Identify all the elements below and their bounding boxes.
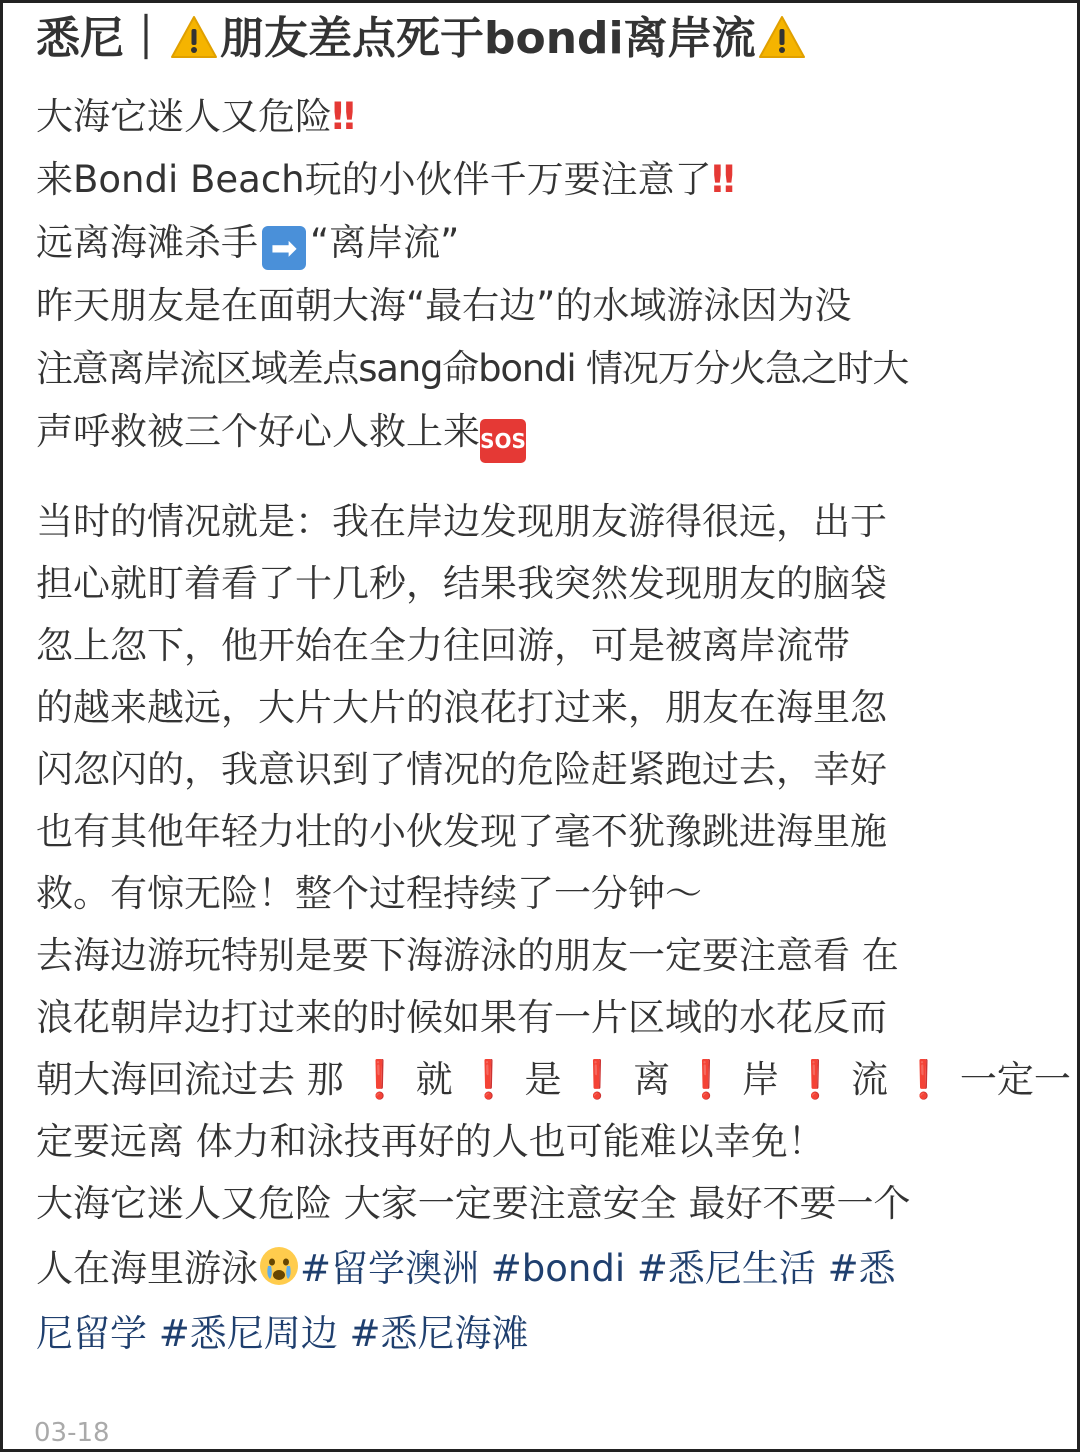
hashtag-link[interactable]: #悉尼海滩 xyxy=(349,1312,529,1355)
post-line xyxy=(36,497,887,547)
line-text: 大海它迷人又危险 xyxy=(36,95,332,138)
line-text: 远离海滩杀手 xyxy=(36,221,258,264)
post-line xyxy=(36,407,526,463)
post-title xyxy=(36,8,808,70)
post-line xyxy=(36,559,887,609)
post-line xyxy=(36,683,887,733)
hashtag-link[interactable]: #bondi xyxy=(490,1247,626,1290)
line-text: 就 xyxy=(415,1058,453,1101)
post-line xyxy=(36,931,899,981)
line-text: “离岸流” xyxy=(310,221,460,264)
line-text: 流 xyxy=(850,1058,888,1101)
line-text: 定要远离 体力和泳技再好的人也可能难以幸免！ xyxy=(36,1120,825,1163)
post-line xyxy=(36,621,850,671)
hashtag-link[interactable]: #悉 xyxy=(827,1247,896,1290)
post-line xyxy=(36,92,355,142)
line-text: 担心就盯着看了十几秒，结果我突然发现朋友的脑袋 xyxy=(36,562,887,605)
exclamation-icon: ❗ xyxy=(561,1058,634,1101)
warning-icon xyxy=(170,15,218,59)
post-line xyxy=(36,807,887,857)
post-line xyxy=(36,993,887,1043)
line-text: 的越来越远，大片大片的浪花打过来，朋友在海里忽 xyxy=(36,686,887,729)
line-text: 昨天朋友是在面朝大海“最右边”的水域游泳因为没 xyxy=(36,284,852,327)
sos-icon: SOS xyxy=(480,419,526,463)
line-text: 一定一 xyxy=(959,1058,1071,1101)
hashtag-link[interactable]: #悉尼周边 xyxy=(158,1312,338,1355)
line-text: 当时的情况就是：我在岸边发现朋友游得很远，出于 xyxy=(36,500,887,543)
post-line xyxy=(36,281,851,331)
post-line xyxy=(36,1117,825,1167)
hashtag-link[interactable]: #留学澳洲 xyxy=(300,1247,480,1290)
exclamation-icon: ❗ xyxy=(670,1058,743,1101)
line-text: 去海边游玩特别是要下海游泳的朋友一定要注意看 在 xyxy=(36,934,899,977)
post-line xyxy=(36,869,702,919)
post-line xyxy=(36,1055,1071,1105)
warning-icon xyxy=(758,15,806,59)
line-text: 大海它迷人又危险 大家一定要注意安全 最好不要一个 xyxy=(36,1182,911,1225)
title-main: 朋友差点死于bondi离岸流 xyxy=(220,13,756,64)
line-text: 注意离岸流区域差点sang命bondi 情况万分火急之时大 xyxy=(36,347,909,390)
line-text: 来Bondi Beach玩的小伙伴千万要注意了 xyxy=(36,158,712,201)
double-exclamation-icon: ‼ xyxy=(711,158,735,201)
exclamation-icon: ❗ xyxy=(887,1058,960,1101)
exclamation-icon: ❗ xyxy=(452,1058,525,1101)
line-text: 是 xyxy=(524,1058,562,1101)
right-arrow-icon: ➡ xyxy=(262,226,306,270)
line-text: 救。有惊无险！整个过程持续了一分钟～ xyxy=(36,872,702,915)
post-line xyxy=(36,218,459,270)
line-text: 忽上忽下，他开始在全力往回游，可是被离岸流带 xyxy=(36,624,850,667)
post-line xyxy=(36,155,735,205)
line-text: 离 xyxy=(633,1058,671,1101)
line-text: 闪忽闪的，我意识到了情况的危险赶紧跑过去，幸好 xyxy=(36,748,887,791)
line-text: 岸 xyxy=(742,1058,780,1101)
post-line xyxy=(36,344,908,394)
exclamation-icon: ❗ xyxy=(343,1058,416,1101)
line-text: 也有其他年轻力壮的小伙发现了毫不犹豫跳进海里施 xyxy=(36,810,887,853)
post-date: 03-18 xyxy=(34,1418,110,1448)
line-text: 人在海里游泳 xyxy=(36,1247,258,1290)
post-line xyxy=(36,1309,529,1359)
line-text: 朝大海回流过去 那 xyxy=(36,1058,344,1101)
exclamation-icon: ❗ xyxy=(779,1058,851,1101)
title-prefix: 悉尼｜ xyxy=(36,13,168,64)
line-text: 声呼救被三个好心人救上来 xyxy=(36,410,480,453)
hashtag-link[interactable]: 尼留学 xyxy=(36,1312,147,1355)
post-line xyxy=(36,1179,911,1229)
hashtag-link[interactable]: #悉尼生活 xyxy=(636,1247,816,1290)
post-line xyxy=(36,745,887,795)
crying-face-icon xyxy=(258,1245,300,1287)
line-text: 浪花朝岸边打过来的时候如果有一片区域的水花反而 xyxy=(36,996,887,1039)
double-exclamation-icon: ‼ xyxy=(332,95,356,138)
post-line xyxy=(36,1244,896,1294)
